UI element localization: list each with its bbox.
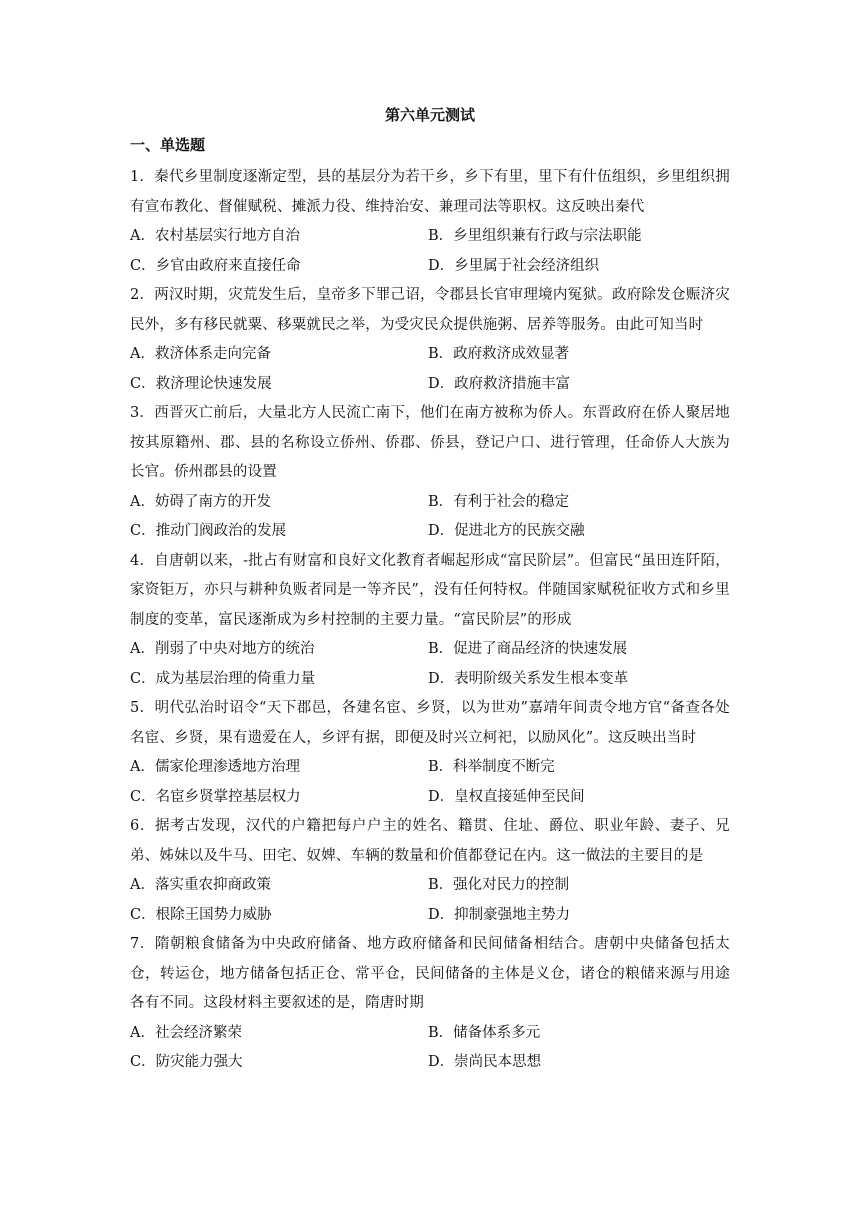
option-d: D．崇尚民本思想 — [428, 1054, 542, 1070]
option-row — [130, 1048, 730, 1078]
question-7 — [130, 930, 730, 1078]
option-row — [130, 665, 730, 695]
option-a: A．削弱了中央对地方的统治 — [130, 641, 315, 657]
option-b: B．储备体系多元 — [428, 1024, 541, 1041]
option-row — [130, 901, 730, 931]
option-row — [130, 753, 730, 783]
option-row — [130, 488, 730, 518]
section-heading: 一、单选题 — [130, 136, 206, 154]
option-d: D．政府救济措施丰富 — [428, 375, 571, 392]
option-d: D．皇权直接延伸至民间 — [428, 788, 585, 805]
option-d: D．乡里属于社会经济组织 — [428, 257, 600, 274]
question-stem: 1．秦代乡里制度逐渐定型，县的基层分为若干乡，乡下有里，里下有什伍组织，乡里组织拥有宣布教化、督催赋税、摊派力役、维持治安、兼理司法等职权。这反映出秦代 — [130, 169, 730, 215]
option-row — [130, 222, 730, 252]
question-stem: 6．据考古发现，汉代的户籍把每户户主的姓名、籍贯、住址、爵位、职业年龄、妻子、兄弟、姊妹以及牛马、田宅、奴婢、车辆的数量和价值都登记在内。这一做法的主要目的是 — [130, 818, 730, 864]
option-row — [130, 517, 730, 547]
option-b: B．强化对民力的控制 — [428, 877, 570, 893]
option-b: B．促进了商品经济的快速发展 — [428, 641, 628, 657]
option-row — [130, 783, 730, 813]
option-b: B．科举制度不断完 — [428, 759, 555, 775]
option-c: C．名宦乡贤掌控基层权力 — [130, 788, 301, 805]
option-b: B．有利于社会的稳定 — [428, 493, 570, 510]
question-list — [130, 163, 730, 1078]
option-c: C．乡官由政府来直接任命 — [130, 257, 301, 274]
option-a: A．社会经济繁荣 — [130, 1024, 242, 1041]
option-c: C．成为基层治理的倚重力量 — [130, 670, 316, 687]
question-3 — [130, 399, 730, 547]
option-a: A．救济体系走向完备 — [130, 346, 271, 362]
question-stem: 5．明代弘治时诏令“天下郡邑，各建名宦、乡贤，以为世劝”嘉靖年间责令地方官“备查各处名宦、乡贤，果有遗爱在人，乡评有据，即便及时兴立柯祀，以励风化”。这反映出当时 — [130, 700, 730, 746]
question-stem: 2．两汉时期，灾荒发生后，皇帝多下罪己诏，令郡县长官审理境内冤狱。政府除发仓赈济灾民外，多有移民就粟、移粟就民之举，为受灾民众提供施粥、居养等服务。由此可知当时 — [130, 287, 730, 333]
question-5 — [130, 694, 730, 812]
option-a: A．妨碍了南方的开发 — [130, 493, 271, 510]
question-1 — [130, 163, 730, 281]
option-a: A．儒家伦理渗透地方治理 — [130, 759, 300, 775]
question-6 — [130, 812, 730, 930]
question-4 — [130, 547, 730, 695]
document-title: 第六单元测试 — [384, 106, 475, 124]
option-row — [130, 340, 730, 370]
option-row — [130, 1019, 730, 1049]
question-stem: 7．隋朝粮食储备为中央政府储备、地方政府储备和民间储备相结合。唐朝中央储备包括太仓，转运仓，地方储备包括正仓、常平仓，民间储备的主体是义仓，诸仓的粮储来源与用途各有不同。这段材料主要叙述的是，隋唐时期 — [130, 936, 730, 1011]
option-d: D．表明阶级关系发生根本变革 — [428, 670, 629, 687]
option-b: B．乡里组织兼有行政与宗法职能 — [428, 228, 642, 244]
option-c: C．防灾能力强大 — [130, 1054, 243, 1070]
option-row — [130, 370, 730, 400]
option-c: C．推动门阀政治的发展 — [130, 523, 287, 539]
option-a: A．农村基层实行地方自治 — [130, 228, 300, 244]
option-a: A．落实重农抑商政策 — [130, 877, 271, 893]
question-2 — [130, 281, 730, 399]
option-c: C．根除王国势力威胁 — [130, 906, 272, 923]
option-c: C．救济理论快速发展 — [130, 375, 272, 392]
option-row — [130, 635, 730, 665]
question-stem: 3．西晋灭亡前后，大量北方人民流亡南下，他们在南方被称为侨人。东晋政府在侨人聚居地按其原籍州、郡、县的名称设立侨州、侨郡、侨县，登记户口、进行管理，任命侨人大族为长官。侨州郡县的设置 — [130, 405, 730, 480]
option-row — [130, 871, 730, 901]
option-d: D．抑制豪强地主势力 — [428, 906, 571, 923]
option-row — [130, 252, 730, 282]
option-b: B．政府救济成效显著 — [428, 346, 570, 362]
option-d: D．促进北方的民族交融 — [428, 523, 585, 539]
question-stem: 4．自唐朝以来，-批占有财富和良好文化教育者崛起形成“富民阶层”。但富民“虽田连阡陌，家资钜万，亦只与耕种负贩者同是一等齐民”，没有任何特权。伴随国家赋税征收方式和乡里制度的变革，富民逐渐成为乡村控制的主要力量。“富民阶层”的形成 — [130, 552, 730, 628]
